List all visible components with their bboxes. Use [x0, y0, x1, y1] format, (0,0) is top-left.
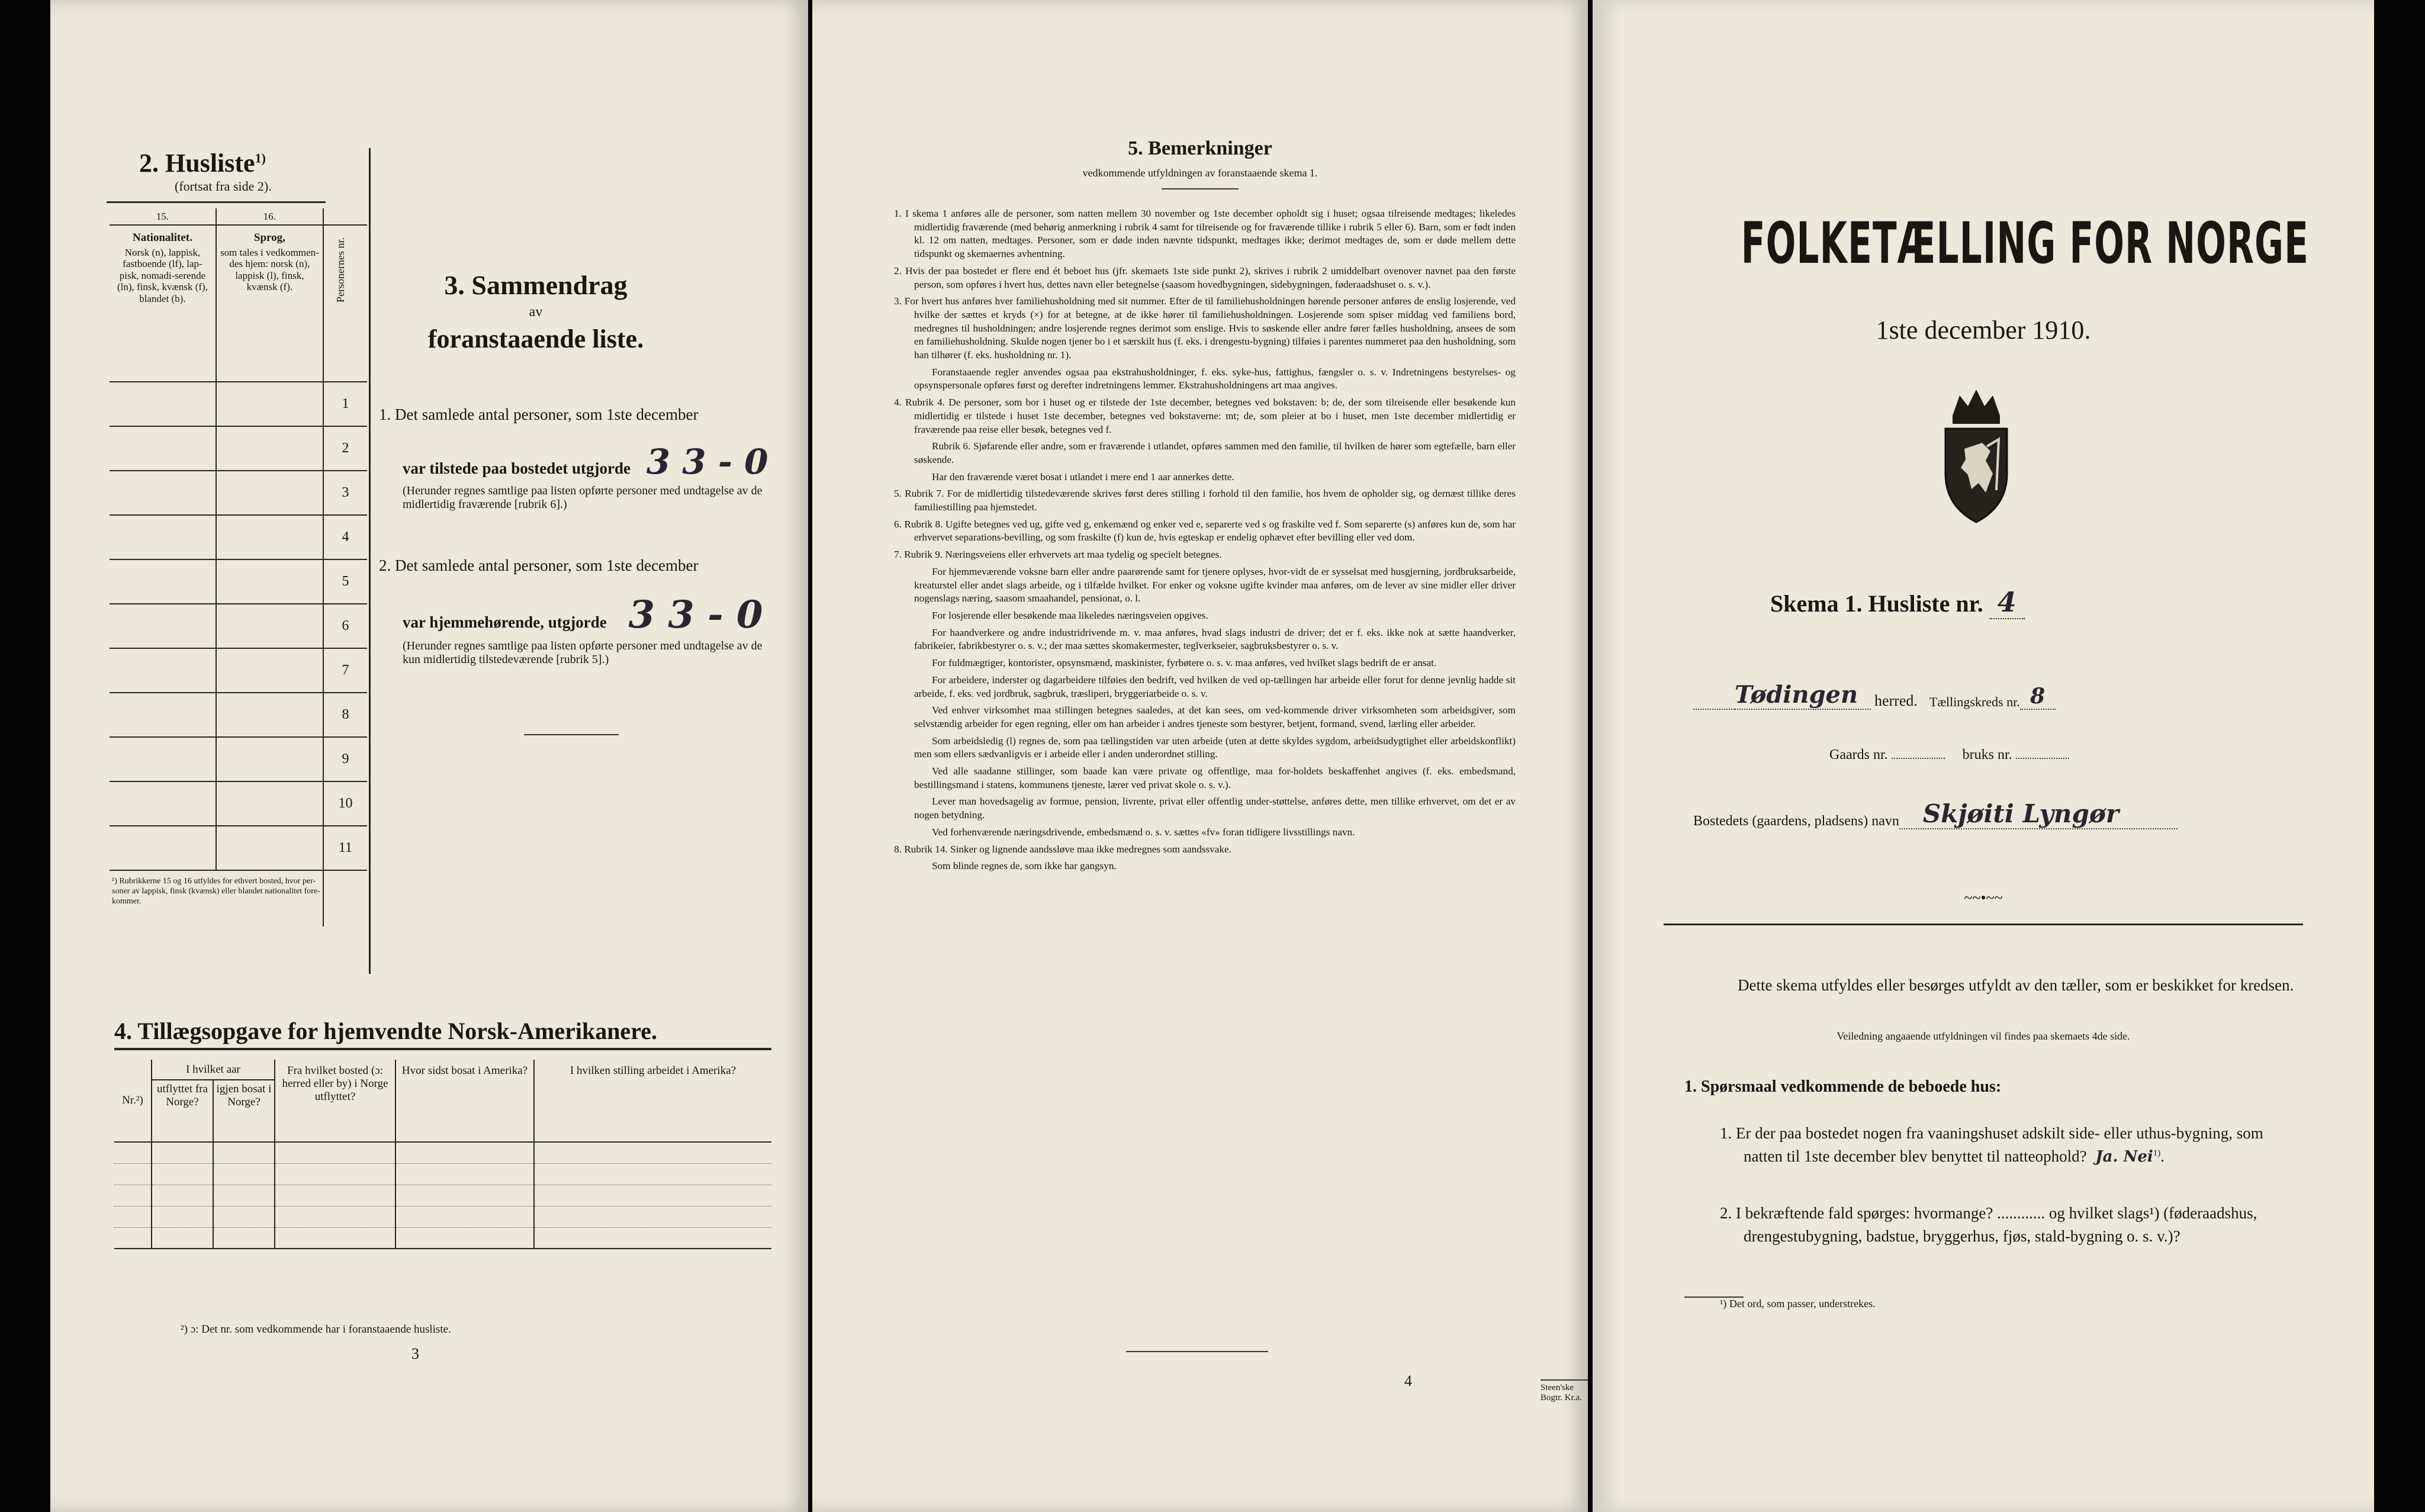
s4-cell — [395, 1206, 534, 1227]
s4-cell — [152, 1185, 213, 1206]
q1-text: 1. Er der paa bostedet nogen fra vaaningshuset adskilt side- eller uthus-bygning, som natten til 1ste december blev benyttet til natteophold? — [1720, 1124, 2263, 1166]
huslist-cell-language — [216, 382, 323, 426]
gaards-dots — [1892, 758, 1945, 759]
s4-cell — [395, 1185, 534, 1206]
section4-table — [114, 1060, 771, 1249]
s4-cell — [213, 1227, 275, 1249]
s4-cell — [395, 1163, 534, 1185]
s4-c3: Fra hvilket bosted (ɔ: herred eller by) i Norge utflyttet? — [275, 1060, 395, 1142]
huslist-cell-language — [216, 426, 323, 471]
bosted-line — [1693, 799, 2178, 829]
cover-full-rule — [1664, 924, 2303, 925]
cover-footnote: ¹) Det ord, som passer, understrekes. — [1720, 1298, 1876, 1310]
col15-header — [110, 225, 216, 382]
s4-row — [114, 1142, 771, 1163]
s4-cell — [534, 1227, 771, 1249]
s4-cell — [534, 1142, 771, 1163]
s2-value: 3 3 - 0 — [628, 593, 763, 637]
s4-cell — [275, 1163, 395, 1185]
s1-line-a: 1. Det samlede antal personer, som 1ste december — [379, 406, 699, 423]
col15-head: Nationalitet. — [133, 231, 192, 244]
huslist-row-number: 6 — [323, 604, 367, 648]
s4-cell — [534, 1163, 771, 1185]
s4-c2: igjen bosat i Norge? — [213, 1080, 275, 1142]
huslist-cell-nationality — [110, 515, 216, 559]
huslist-footnote-empty — [323, 870, 367, 926]
huslist-cell-nationality — [110, 426, 216, 471]
s4-row — [114, 1206, 771, 1227]
summary-title — [382, 269, 690, 354]
s4-cell — [152, 1206, 213, 1227]
s4-c5: I hvilken stilling arbeidet i Amerika? — [534, 1060, 771, 1142]
huslist-row — [110, 559, 367, 604]
krets-value: 8 — [2020, 684, 2056, 710]
remark-paragraph: Ved forhenværende næringsdrivende, embedsmænd o. s. v. sættes «fv» foran tidligere livsstillings navn. — [932, 826, 1355, 838]
remark-paragraph: Ved alle saadanne stillinger, som baade kan være private og offentlige, maa for-holdets beskaffenhet angives (f. eks. embedsmand, bestillingsmand i statens, kommunens tjeneste, lærer ved privat skole o. s. v.). — [914, 765, 1516, 790]
page1-number: 3 — [411, 1345, 419, 1362]
huslist-rule — [107, 201, 326, 203]
page-right — [1593, 0, 2374, 1512]
s4-cell — [534, 1206, 771, 1227]
huslist-row — [110, 826, 367, 870]
huslist-table — [110, 208, 367, 926]
huslist-cell-language — [216, 648, 323, 693]
remark-paragraph: Rubrik 6. Sjøfarende eller andre, som er fraværende i utlandet, opføres sammen med den familie, til hvilken de hører som egtefælle, barn eller søskende. — [914, 440, 1516, 465]
s4-cell — [275, 1227, 395, 1249]
huslist-header-row — [110, 225, 367, 382]
s4-year-head: I hvilket aar — [152, 1060, 275, 1080]
remark-paragraph: 4. Rubrik 4. De personer, som bor i huset og er tilstede der 1ste december, betegnes ved bokstaven: b; de, der som tilreisende eller besøkende kun midlertidig er tilstede i huset 1ste december, betegnes ved bokstaverne: mt; de, som pleier at bo i huset, men 1ste december midlertidig er fraværende paa reise eller besøk, betegnes ved f. — [894, 397, 1516, 435]
remark-paragraph: For arbeidere, inderster og dagarbeidere tilføies den bedrift, ved hvilken de ved op-tællingen har arbeide eller forut for denne jevnlig hadde sit arbeide, f. eks. ved jordbruk, sagbruk, træsliperi, bryggeriarbeide o. s. v. — [914, 674, 1516, 699]
remark-paragraph: 5. Rubrik 7. For de midlertidig tilstedeværende skrives først deres stilling i forhold til den familie, hos hvem de opholder sig, og dernæst tillike deres familiestilling paa hjemstedet. — [894, 488, 1516, 513]
huslist-row — [110, 737, 367, 781]
s4-cell — [114, 1163, 152, 1185]
remarks-title: 5. Bemerkninger — [1128, 137, 1272, 159]
huslist-cell-nationality — [110, 604, 216, 648]
col16-number: 16. — [216, 208, 323, 225]
gaards-line — [1829, 747, 2069, 763]
remark-paragraph: 2. Hvis der paa bostedet er flere end ét beboet hus (jfr. skemaets 1ste side punkt 2), skrives i rubrik 2 umiddelbart ovenover navnet paa den første person, som opføres i hvert hus, dettes navn eller betegnelse (saasom hovedbygningen, sidebygningen, føderaadshuset o. s. v.). — [894, 265, 1516, 290]
question-1: 1. Er der paa bostedet nogen fra vaaningshuset adskilt side- eller uthus-bygning, som natten til 1ste december blev benyttet til natteophold? Ja. Nei$^{1)}$. — [1720, 1124, 2263, 1166]
huslist-cell-nationality — [110, 693, 216, 737]
remark-paragraph: For haandverkere og andre industridrivende m. v. maa anføres, hvad slags industri de driver; det er f. eks. ikke nok at sætte haandverker, fabrikeier, fabrikbestyrer o. s. v.; der maa sættes skomakermester, teglverkseier, sagbruksbestyrer o. s. v. — [914, 626, 1516, 652]
huslist-row-number: 9 — [323, 737, 367, 781]
huslist-cell-language — [216, 559, 323, 604]
q2-text: 2. I bekræftende fald spørges: hvormange? ............ og hvilket slags¹) (føderaadshus, drengestubygning, badstue, bryggerhus, fjøs, stald-bygning o. s. v.)? — [1720, 1204, 2257, 1246]
schema-label: Skema 1. Husliste nr. — [1770, 590, 1983, 617]
s1-label: var tilstede paa bostedet utgjorde — [403, 459, 631, 477]
remarks-title-rule — [1162, 188, 1239, 189]
remarks-end-rule — [1126, 1351, 1268, 1352]
remarks-body — [894, 207, 1516, 877]
huslist-cell-language — [216, 737, 323, 781]
question-2 — [1720, 1202, 2294, 1248]
info-text: Dette skema utfyldes eller besørges utfyldt av den tæller, som er beskikket for kredsen. — [1738, 976, 2294, 994]
remark-paragraph: Har den fraværende været bosat i utlandet i mere end 1 aar annerkes dette. — [932, 471, 1234, 482]
herred-line — [1693, 681, 2285, 710]
col16-head: Sprog, — [253, 231, 285, 244]
s2-line-a: 2. Det samlede antal personer, som 1ste december — [379, 556, 699, 574]
huslist-row-number: 1 — [323, 382, 367, 426]
summary-title-av: av — [529, 304, 543, 320]
s4-cell — [152, 1142, 213, 1163]
remark-paragraph: 3. For hvert hus anføres hver familiehusholdning med sit nummer. Efter de til familiehusholdningen hørende personer anføres de enslig losjerende, ved hvilke der sættes et kryds (×) for at betegne, at de ikke hører til familiehusholdningen. Losjerende som spiser middag ved familiens bord, medregnes til husholdningen; andre losjerende regnes derimot som enslige. Hvis to søskende eller andre fører fælles husholdning, ansees de som en familiehusholdning. Skulde nogen tjener bo i et særskilt hus (f. eks. i drengestu-bygning) tilføies i parentes nummeret paa den husholdning, som han tilhører (f. eks. husholdning nr. 1). — [894, 295, 1516, 361]
page-middle — [812, 0, 1588, 1512]
remark-paragraph: For fuldmægtiger, kontorister, opsynsmænd, maskinister, fyrbøtere o. s. v. maa anføres, ved hvilket slags bedrift de er ansat. — [932, 657, 1437, 669]
section4-title: 4. Tillægsopgave for hjemvendte Norsk-Amerikanere. — [114, 1018, 657, 1044]
huslist-cell-nationality — [110, 559, 216, 604]
section4-rule — [114, 1048, 771, 1050]
huslist-row-number: 7 — [323, 648, 367, 693]
s4-cell — [114, 1206, 152, 1227]
remark-paragraph: Som arbeidsledig (l) regnes de, som paa tællingstiden var uten arbeide (uten at dette skyldes sygdom, arbeidsudygtighet eller arbeidskonflikt) men som ellers sædvanligvis er i arbeide eller i anden underordnet stilling. — [914, 735, 1516, 760]
s4-c4: Hvor sidst bosat i Amerika? — [395, 1060, 534, 1142]
huslist-cell-language — [216, 826, 323, 870]
ornament-divider: ~~•~~ — [1964, 889, 2003, 906]
col17-header — [323, 225, 367, 382]
questions-head: 1. Spørsmaal vedkommende de beboede hus: — [1684, 1077, 2002, 1096]
huslist-cell-nationality — [110, 737, 216, 781]
s4-cell — [114, 1227, 152, 1249]
page1-vertical-rule — [369, 148, 371, 974]
s4-cell — [152, 1227, 213, 1249]
huslist-colnum-row — [110, 208, 367, 225]
huslist-cell-language — [216, 781, 323, 826]
summary-title-num: 3. Sammendrag — [444, 270, 628, 300]
huslist-row — [110, 693, 367, 737]
huslist-rows — [110, 382, 367, 870]
remarks-subtitle: vedkommende utfyldningen av foranstaaende skema 1. — [1082, 167, 1318, 179]
huslist-footnote-row — [110, 870, 367, 926]
printer-mark — [1540, 1379, 1588, 1403]
huslist-cell-nationality — [110, 781, 216, 826]
remark-paragraph: 6. Rubrik 8. Ugifte betegnes ved ug, gifte ved g, enkemænd og enker ved e, separerte ved s og fraskilte ved f. Som separerte (s) anføres kun de, som har erhvervet separations-bevilling, og som fraskilte (f) kun de, hvis egteskap er endelig ophævet efter bevilling eller ved dom. — [894, 518, 1516, 543]
huslist-row — [110, 781, 367, 826]
remark-paragraph: 8. Rubrik 14. Sinker og lignende aandssløve maa ikke medregnes som aandssvake. — [894, 843, 1231, 855]
huslist-row — [110, 471, 367, 515]
s4-cell — [114, 1142, 152, 1163]
huslist-sup: 1) — [255, 150, 266, 166]
s4-cell — [114, 1185, 152, 1206]
s4-cell — [213, 1163, 275, 1185]
summary-item-2 — [379, 556, 793, 667]
remark-paragraph: Som blinde regnes de, som ikke har gangsyn. — [932, 860, 1117, 872]
huslist-cell-language — [216, 604, 323, 648]
huslist-cell-nationality — [110, 648, 216, 693]
huslist-row — [110, 426, 367, 471]
remark-paragraph: For losjerende eller besøkende maa likeledes næringsveien opgives. — [932, 609, 1208, 621]
huslist-subtitle: (fortsat fra side 2). — [175, 179, 272, 194]
bosted-value: Skjøiti Lyngør — [1899, 799, 2178, 829]
s4-cell — [213, 1185, 275, 1206]
remark-paragraph: Lever man hovedsagelig av formue, pension, livrente, privat eller offentlig under-støttelse, anføres dette, men tillike erhvervet, om det er av nogen betydning. — [914, 796, 1516, 821]
huslist-row-number: 5 — [323, 559, 367, 604]
huslist-row-number: 11 — [323, 826, 367, 870]
s1-note: (Herunder regnes samtlige paa listen opførte personer med undtagelse av de midlertidig fraværende [rubrik 6].) — [403, 484, 763, 511]
cover-date: 1ste december 1910. — [1876, 316, 2091, 345]
page-left — [50, 0, 808, 1512]
herred-label: herred. — [1874, 692, 1918, 709]
huslist-cell-language — [216, 471, 323, 515]
huslist-row — [110, 604, 367, 648]
huslist-row-number: 4 — [323, 515, 367, 559]
col16-text: som tales i vedkommen-des hjem: norsk (n), lappisk (l), finsk, kvænsk (f). — [220, 246, 319, 293]
schema-line — [1770, 586, 2025, 618]
section4-footnote: ²) ɔ: Det nr. som vedkommende har i foranstaaende husliste. — [181, 1323, 451, 1336]
s4-c1: utflyttet fra Norge? — [152, 1080, 213, 1142]
s4-row — [114, 1185, 771, 1206]
remark-paragraph: For hjemmeværende voksne barn eller andre paarørende samt for tjenere oplyses, hvor-vidt de er sysselsat med husgjerning, jordbruksarbeide, kreaturstel eller andet slags arbeide, og i tilfælde hvilket. For enker og voksne ugifte kvinder maa anføres, om de lever av sine midler eller driver nogenslags næring, saasom smaahandel, pensionat, o. l. — [914, 565, 1516, 604]
remark-paragraph: Foranstaaende regler anvendes ogsaa paa ekstrahusholdninger, f. eks. syke-hus, fattighus, fængsler o. s. v. Indretningens bestyrelses- og opsynspersonale opføres først og derefter indretningens lemmer. Ekstrahusholdningens art maa angives. — [914, 366, 1516, 391]
huslist-row-number: 10 — [323, 781, 367, 826]
col16-header — [216, 225, 323, 382]
s4-nr: Nr.²) — [114, 1060, 152, 1142]
herred-dots — [1693, 709, 1735, 710]
bosted-label: Bostedets (gaardens, pladsens) navn — [1693, 813, 1899, 829]
s2-label: var hjemmehørende, utgjorde — [403, 613, 607, 631]
q1-sup: 1) — [2153, 1149, 2161, 1159]
printer-text: Steen'ske Bogtr. Kr.a. — [1540, 1383, 1582, 1402]
remark-paragraph: 1. I skema 1 anføres alle de personer, som natten mellem 30 november og 1ste december opholdt sig i huset; ogsaa tilreisende medtages; likeledes midlertidig fraværende (med behørig anmerkning i rubrik 4 samt for tilreisende og for fraværende tillike i rubrik 5 eller 6). Barn, som er født inden kl. 12 om natten, medtages. Personer, som er døde inden nævnte tidspunkt, medtages ikke; derimot medtages de, som er døde mellem dette tidspunkt og skemaernes avhentning. — [894, 208, 1516, 260]
s4-cell — [213, 1206, 275, 1227]
col15-number: 15. — [110, 208, 216, 225]
schema-value: 4 — [1989, 586, 2025, 619]
q1-answer: Ja. Nei — [2095, 1148, 2153, 1166]
s4-rows — [114, 1142, 771, 1249]
huslist-cell-nationality — [110, 471, 216, 515]
huslist-row — [110, 382, 367, 426]
huslist-title-text: 2. Husliste — [139, 149, 255, 178]
gaards-label: Gaards nr. — [1829, 747, 1888, 763]
huslist-title — [139, 148, 266, 178]
remark-paragraph: 7. Rubrik 9. Næringsveiens eller erhvervets art maa tydelig og specielt betegnes. — [894, 549, 1222, 561]
s4-row — [114, 1227, 771, 1249]
s4-cell — [275, 1185, 395, 1206]
s1-value: 3 3 - 0 — [646, 442, 768, 482]
summary-end-rule — [524, 734, 619, 735]
s2-note: (Herunder regnes samtlige paa listen opførte personer med undtagelse av de kun midlertidig tilstedeværende [rubrik 5].) — [403, 639, 763, 666]
huslist-footnote-text: ¹) Rubrikkerne 15 og 16 utfyldes for ethvert bosted, hvor per-soner av lappisk, finsk (kvænsk) eller blandet nationalitet fore-kommer. — [112, 877, 320, 906]
s4-cell — [213, 1142, 275, 1163]
huslist-row-number: 8 — [323, 693, 367, 737]
col17-number — [323, 208, 367, 225]
s4-cell — [395, 1142, 534, 1163]
s4-head-row1 — [114, 1060, 771, 1080]
huslist-cell-language — [216, 693, 323, 737]
remark-paragraph: Ved enhver virksomhet maa stillingen betegnes saaledes, at det kan sees, om ved-kommende driver virksomheten som arbeidsgiver, som selvstændig arbeider for egen regning, eller om han arbeider i andres tjeneste som bestyrer, betjent, formand, svend, lærling eller arbeider. — [914, 704, 1516, 729]
huslist-cell-language — [216, 515, 323, 559]
huslist-row-number: 3 — [323, 471, 367, 515]
col17-text: Personernes nr. — [334, 237, 346, 303]
huslist-footnote — [110, 870, 323, 926]
s2-line-b — [379, 593, 793, 637]
huslist-cell-nationality — [110, 382, 216, 426]
coat-of-arms-icon — [1929, 385, 2024, 527]
huslist-row — [110, 648, 367, 693]
cover-title: FOLKETÆLLING FOR NORGE — [1741, 210, 2310, 276]
page2-number: 4 — [1404, 1372, 1412, 1389]
col15-text: Norsk (n), lappisk, fastboende (lf), lap-pisk, nomadi-serende (ln), finsk, kvænsk (f), blandet (b). — [117, 246, 208, 305]
s1-line-b — [379, 442, 793, 482]
huslist-row-number: 2 — [323, 426, 367, 471]
bruks-dots — [2016, 758, 2069, 759]
s4-cell — [152, 1163, 213, 1185]
summary-item-1 — [379, 406, 793, 511]
herred-value: Tødingen — [1735, 681, 1871, 710]
huslist-cell-nationality — [110, 826, 216, 870]
s4-cell — [534, 1185, 771, 1206]
s4-cell — [275, 1206, 395, 1227]
s4-cell — [395, 1227, 534, 1249]
huslist-row — [110, 515, 367, 559]
veiledning: Veiledning angaaende utfyldningen vil findes paa skemaets 4de side. — [1837, 1030, 2130, 1042]
summary-title-rest: foranstaaende liste. — [427, 324, 644, 353]
bruks-label: bruks nr. — [1962, 747, 2012, 763]
s4-cell — [275, 1142, 395, 1163]
s4-row — [114, 1163, 771, 1185]
krets-label: Tællingskreds nr. — [1929, 694, 2020, 709]
